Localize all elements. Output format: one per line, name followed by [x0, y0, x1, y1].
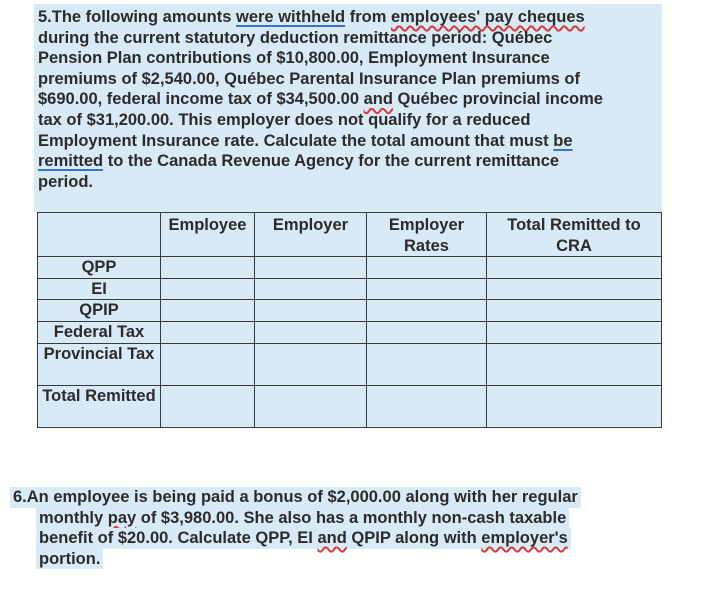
answer-cell[interactable] — [367, 257, 487, 279]
answer-cell[interactable] — [487, 322, 662, 344]
answer-cell[interactable] — [161, 385, 255, 427]
row-label: QPIP — [38, 300, 161, 322]
row-label: Federal Tax — [38, 322, 161, 344]
answer-cell[interactable] — [487, 385, 662, 427]
table-header-row — [38, 213, 662, 257]
answer-cell[interactable] — [255, 385, 367, 427]
header-employee: Employee — [161, 213, 255, 257]
table-row — [38, 278, 662, 300]
underlined-word: and — [317, 529, 347, 548]
row-label: EI — [38, 278, 161, 300]
answer-cell[interactable] — [367, 300, 487, 322]
answer-cell[interactable] — [161, 322, 255, 344]
answer-cell[interactable] — [161, 278, 255, 300]
answer-cell[interactable] — [367, 278, 487, 300]
answer-cell[interactable] — [255, 257, 367, 279]
question-5-line: premiums of $2,540.00, Québec Parental Insurance Plan premiums of — [38, 69, 580, 88]
underlined-word: be — [553, 131, 573, 150]
underlined-word: employer's — [481, 529, 568, 548]
answer-cell[interactable] — [487, 257, 662, 279]
question-5-line: tax of $31,200.00. This employer does not qualify for a reduced — [38, 110, 531, 129]
question-6-line: portion. — [36, 549, 103, 570]
question-5-line: remitted to the Canada Revenue Agency for the current remittance — [38, 152, 560, 171]
remittance-table — [37, 212, 662, 428]
answer-cell[interactable] — [367, 322, 487, 344]
answer-cell[interactable] — [255, 343, 367, 385]
underlined-word: pay — [107, 508, 137, 527]
question-5-block — [34, 4, 662, 212]
table-row — [38, 300, 662, 322]
header-total-remitted: Total Remitted to CRA — [487, 213, 662, 257]
answer-cell[interactable] — [367, 343, 487, 385]
answer-cell[interactable] — [161, 300, 255, 322]
row-label: QPP — [38, 257, 161, 279]
question-5-line: during the current statutory deduction remittance period: Québec — [38, 28, 553, 47]
header-employer: Employer — [255, 213, 367, 257]
underlined-word: were withheld — [236, 8, 346, 26]
table-row — [38, 322, 662, 344]
header-employer-rates: Employer Rates — [367, 213, 487, 257]
answer-cell[interactable] — [255, 300, 367, 322]
question-6-line: benefit of $20.00. Calculate QPP, EI and QPIP along with employer's — [36, 528, 571, 549]
question-5-line: Employment Insurance rate. Calculate the total amount that must be — [38, 131, 573, 150]
answer-cell[interactable] — [255, 322, 367, 344]
question-5-text — [38, 7, 658, 192]
table-row — [38, 257, 662, 279]
answer-cell[interactable] — [161, 343, 255, 385]
underlined-word: and — [363, 90, 393, 109]
answer-cell[interactable] — [487, 300, 662, 322]
question-6-line: monthly pay of $3,980.00. She also has a monthly non-cash taxable — [36, 508, 569, 529]
question-5-line: 5.The following amounts were withheld from employees' pay cheques — [38, 8, 585, 26]
answer-cell[interactable] — [255, 278, 367, 300]
header-blank — [38, 213, 161, 257]
answer-cell[interactable] — [487, 343, 662, 385]
table-row — [38, 385, 662, 427]
answer-cell[interactable] — [367, 385, 487, 427]
answer-cell[interactable] — [487, 278, 662, 300]
row-label: Provincial Tax — [38, 343, 161, 385]
table-row — [38, 343, 662, 385]
question-6-text — [10, 487, 630, 569]
underlined-word: remitted — [38, 152, 104, 171]
answer-cell[interactable] — [161, 257, 255, 279]
question-6-line: 6.An employee is being paid a bonus of $2,000.00 along with her regular — [10, 487, 581, 508]
question-5-line: Pension Plan contributions of $10,800.00, Employment Insurance — [38, 49, 550, 68]
underlined-word: employees' pay cheques — [390, 8, 585, 26]
question-5-line: period. — [38, 172, 94, 191]
row-label: Total Remitted — [38, 385, 161, 427]
question-5-line: $690.00, federal income tax of $34,500.00 and Québec provincial income — [38, 90, 603, 109]
